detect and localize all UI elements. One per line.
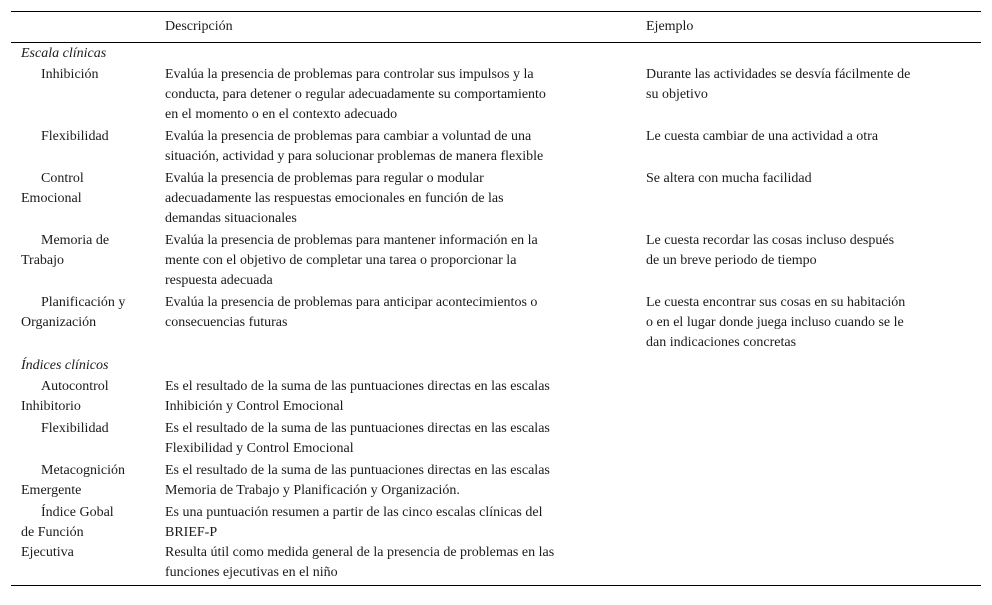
scale-description bbox=[165, 419, 646, 459]
header-description: Descripción bbox=[165, 19, 233, 34]
table-row bbox=[11, 377, 981, 417]
brief-p-table bbox=[11, 11, 981, 586]
scale-name bbox=[11, 419, 165, 459]
scale-example bbox=[646, 419, 981, 459]
scale-name-line: Inhibitorio bbox=[21, 399, 81, 414]
scale-name-line: Metacognición bbox=[41, 463, 125, 478]
scale-name-line: de Función bbox=[21, 525, 84, 540]
scale-description-line: mente con el objetivo de completar una tarea o proporcionar la bbox=[165, 253, 517, 268]
table-body bbox=[11, 43, 981, 583]
table-header bbox=[11, 12, 981, 42]
scale-description-line: demandas situacionales bbox=[165, 211, 297, 226]
scale-example-line: su objetivo bbox=[646, 87, 708, 102]
scale-name-line: Índice Gobal bbox=[41, 505, 114, 520]
scale-description-line: Es el resultado de la suma de las puntuaciones directas en las escalas bbox=[165, 463, 550, 478]
scale-example-line: Le cuesta cambiar de una actividad a otra bbox=[646, 129, 879, 144]
scale-name-line: Flexibilidad bbox=[41, 129, 109, 144]
scale-description-line: en el momento o en el contexto adecuado bbox=[165, 107, 398, 122]
scale-example-line: dan indicaciones concretas bbox=[646, 335, 797, 350]
header-example: Ejemplo bbox=[646, 19, 694, 34]
scale-description bbox=[165, 293, 646, 353]
scale-description bbox=[165, 377, 646, 417]
scale-example-line: o en el lugar donde juega incluso cuando se le bbox=[646, 315, 904, 330]
scale-name bbox=[11, 127, 165, 167]
scale-description bbox=[165, 65, 646, 125]
scale-example-line: Se altera con mucha facilidad bbox=[646, 171, 812, 186]
scale-description-line: Evalúa la presencia de problemas para mantener información en la bbox=[165, 233, 538, 248]
scale-example bbox=[646, 461, 981, 501]
scale-example-line: de un breve periodo de tiempo bbox=[646, 253, 817, 268]
header-col1 bbox=[11, 12, 165, 42]
table-bottom-rule bbox=[11, 585, 981, 586]
scale-description-line: conducta, para detener o regular adecuadamente su comportamiento bbox=[165, 87, 546, 102]
scale-name-line: Flexibilidad bbox=[41, 421, 109, 436]
scale-name-line: Trabajo bbox=[21, 253, 65, 268]
scale-name-line: Planificación y bbox=[41, 295, 126, 310]
scale-description-line: consecuencias futuras bbox=[165, 315, 288, 330]
scale-description-line: situación, actividad y para solucionar problemas de manera flexible bbox=[165, 149, 544, 164]
scale-description-line: Resulta útil como medida general de la presencia de problemas en las bbox=[165, 545, 555, 560]
table-row bbox=[11, 231, 981, 291]
table-row bbox=[11, 169, 981, 229]
scale-description bbox=[165, 127, 646, 167]
scale-name bbox=[11, 65, 165, 125]
scale-name bbox=[11, 461, 165, 501]
scale-description bbox=[165, 503, 646, 583]
table-row bbox=[11, 293, 981, 353]
scale-description-line: Evalúa la presencia de problemas para cambiar a voluntad de una bbox=[165, 129, 532, 144]
scale-example bbox=[646, 127, 981, 167]
scale-description bbox=[165, 231, 646, 291]
scale-example bbox=[646, 503, 981, 583]
scale-description-line: Es el resultado de la suma de las puntuaciones directas en las escalas bbox=[165, 379, 550, 394]
table-row bbox=[11, 503, 981, 583]
scale-name-line: Inhibición bbox=[41, 67, 99, 82]
scale-description-line: Evalúa la presencia de problemas para anticipar acontecimientos o bbox=[165, 295, 538, 310]
scale-example-line: Durante las actividades se desvía fácilmente de bbox=[646, 67, 911, 82]
scale-name bbox=[11, 503, 165, 583]
scale-example bbox=[646, 65, 981, 125]
scale-example-line: Le cuesta encontrar sus cosas en su habitación bbox=[646, 295, 906, 310]
scale-description-line: adecuadamente las respuestas emocionales en función de las bbox=[165, 191, 504, 206]
scale-example bbox=[646, 231, 981, 291]
scale-name bbox=[11, 169, 165, 229]
scale-description-line: Flexibilidad y Control Emocional bbox=[165, 441, 354, 456]
scale-description-line: Evalúa la presencia de problemas para regular o modular bbox=[165, 171, 484, 186]
scale-name-line: Ejecutiva bbox=[21, 545, 74, 560]
table-row bbox=[11, 419, 981, 459]
scale-example-line: Le cuesta recordar las cosas incluso después bbox=[646, 233, 895, 248]
scale-description-line: Evalúa la presencia de problemas para controlar sus impulsos y la bbox=[165, 67, 534, 82]
scale-description-line: Memoria de Trabajo y Planificación y Organización. bbox=[165, 483, 460, 498]
scale-description-line: respuesta adecuada bbox=[165, 273, 273, 288]
scale-example bbox=[646, 293, 981, 353]
table-row bbox=[11, 127, 981, 167]
scale-name bbox=[11, 293, 165, 353]
scale-name-line: Organización bbox=[21, 315, 97, 330]
scale-description-line: BRIEF-P bbox=[165, 525, 218, 540]
scale-name-line: Autocontrol bbox=[41, 379, 109, 394]
section-title: Escala clínicas bbox=[21, 46, 107, 61]
scale-example bbox=[646, 169, 981, 229]
scale-name bbox=[11, 377, 165, 417]
table-row bbox=[11, 65, 981, 125]
scale-example bbox=[646, 377, 981, 417]
section-title: Índices clínicos bbox=[21, 358, 109, 373]
scale-description-line: Inhibición y Control Emocional bbox=[165, 399, 344, 414]
scale-name bbox=[11, 231, 165, 291]
scale-name-line: Emergente bbox=[21, 483, 82, 498]
scale-description bbox=[165, 461, 646, 501]
scale-name-line: Memoria de bbox=[41, 233, 110, 248]
scale-description-line: Es el resultado de la suma de las puntuaciones directas en las escalas bbox=[165, 421, 550, 436]
scale-description-line: Es una puntuación resumen a partir de las cinco escalas clínicas del bbox=[165, 505, 543, 520]
scale-description bbox=[165, 169, 646, 229]
scale-description-line: funciones ejecutivas en el niño bbox=[165, 565, 338, 580]
scale-name-line: Emocional bbox=[21, 191, 82, 206]
scale-name-line: Control bbox=[41, 171, 84, 186]
table-row bbox=[11, 461, 981, 501]
